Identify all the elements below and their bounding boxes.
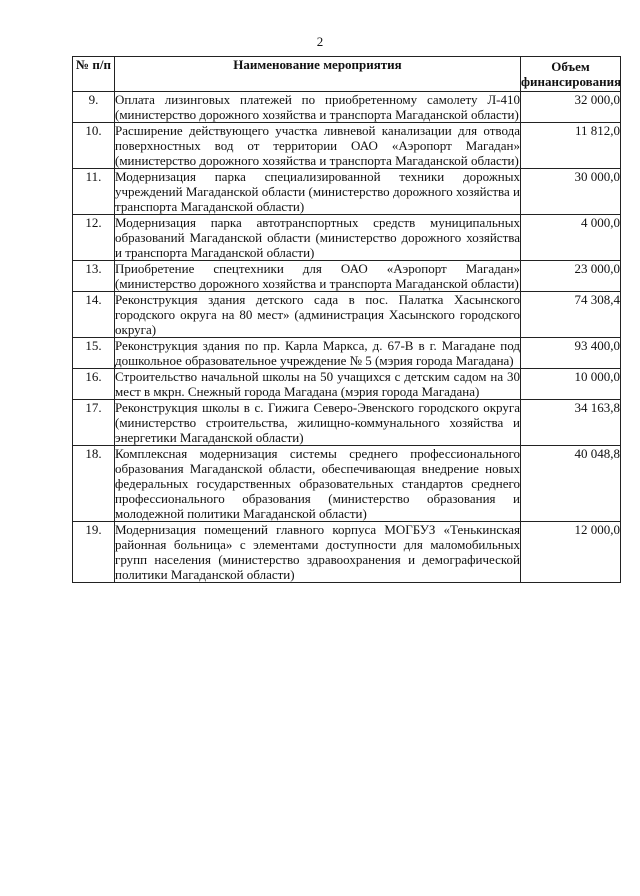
row-amount: 23 000,0 (521, 261, 621, 292)
row-description: Модернизация помещений главного корпуса МОГБУЗ «Тенькинская районная больница» с элементами доступности для маломобильных групп населения (министерство здравоохранения и демографической политики Магаданской области) (115, 522, 520, 582)
row-description: Приобретение спецтехники для ОАО «Аэропорт Магадан» (министерство дорожного хозяйства и транспорта Магаданской области) (115, 261, 520, 291)
row-number: 12. (73, 215, 115, 261)
table-row (73, 446, 621, 522)
funding-table (72, 56, 621, 583)
row-description: Оплата лизинговых платежей по приобретенному самолету Л-410 (министерство дорожного хозяйства и транспорта Магаданской области) (115, 92, 520, 122)
header-number: № п/п (73, 57, 115, 92)
table-row (73, 338, 621, 369)
row-number: 19. (73, 522, 115, 583)
row-number: 15. (73, 338, 115, 369)
table-row (73, 92, 621, 123)
row-amount: 12 000,0 (521, 522, 621, 583)
row-description: Реконструкция здания по пр. Карла Маркса, д. 67-В в г. Магадане под дошкольное образовательное учреждение № 5 (мэрия города Магадана) (115, 338, 520, 368)
table-row (73, 123, 621, 169)
row-number: 11. (73, 169, 115, 215)
table-row (73, 400, 621, 446)
row-amount: 32 000,0 (521, 92, 621, 123)
table-row (73, 369, 621, 400)
row-number: 9. (73, 92, 115, 123)
row-amount: 30 000,0 (521, 169, 621, 215)
table-row (73, 215, 621, 261)
row-description: Строительство начальной школы на 50 учащихся с детским садом на 30 мест в мкрн. Снежный города Магадана (мэрия города Магадана) (115, 369, 520, 399)
row-description: Комплексная модернизация системы среднего профессионального образования Магаданской области, обеспечивающая внедрение новых федеральных государственных образовательных стандартов среднего профессионального образования (министерство образования и молодежной политики Магаданской области) (115, 446, 520, 521)
row-description: Реконструкция школы в с. Гижига Северо-Эвенского городского округа (министерство строительства, жилищно-коммунального хозяйства и энергетики Магаданской области) (115, 400, 520, 445)
row-number: 16. (73, 369, 115, 400)
row-amount: 74 308,4 (521, 292, 621, 338)
row-number: 17. (73, 400, 115, 446)
row-amount: 93 400,0 (521, 338, 621, 369)
row-amount: 40 048,8 (521, 446, 621, 522)
row-number: 10. (73, 123, 115, 169)
row-description: Реконструкция здания детского сада в пос. Палатка Хасынского городского округа на 80 мест» (администрация Хасынского городского округа) (115, 292, 520, 337)
header-name: Наименование мероприятия (115, 57, 521, 92)
row-number: 14. (73, 292, 115, 338)
header-amount: Объем финансирования (521, 57, 621, 92)
table-row (73, 169, 621, 215)
page-number: 2 (316, 34, 324, 49)
row-number: 13. (73, 261, 115, 292)
row-amount: 4 000,0 (521, 215, 621, 261)
row-amount: 34 163,8 (521, 400, 621, 446)
table-header-row (73, 57, 621, 92)
row-amount: 11 812,0 (521, 123, 621, 169)
row-description: Расширение действующего участка ливневой канализации для отвода поверхностных вод от территории ОАО «Аэропорт Магадан» (министерство дорожного хозяйства и транспорта Магаданской области) (115, 123, 520, 168)
table-row (73, 522, 621, 583)
row-number: 18. (73, 446, 115, 522)
table-row (73, 292, 621, 338)
row-description: Модернизация парка специализированной техники дорожных учреждений Магаданской области (министерство дорожного хозяйства и транспорта Магаданской области) (115, 169, 520, 214)
table-row (73, 261, 621, 292)
row-amount: 10 000,0 (521, 369, 621, 400)
row-description: Модернизация парка автотранспортных средств муниципальных образований Магаданской области (министерство дорожного хозяйства и транспорта Магаданской области) (115, 215, 520, 260)
